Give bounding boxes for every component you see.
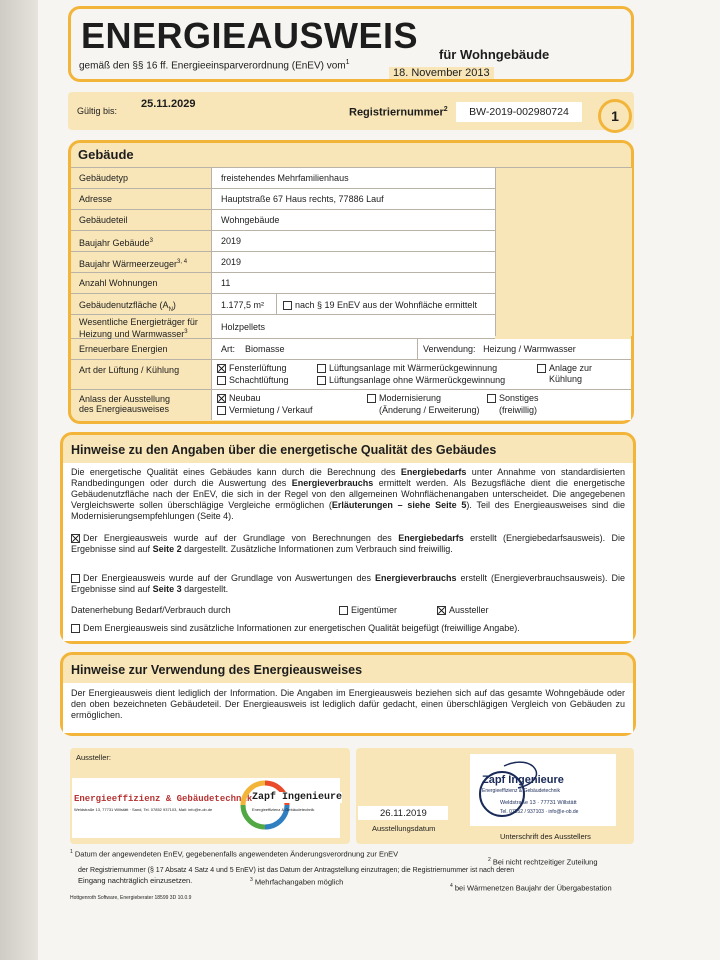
validity-bar: [68, 92, 634, 130]
notes-option-demand: Der Energieausweis wurde auf der Grundlage von Berechnungen des Energiebedarfs erstellt (Energiebedarfsausweis). Die Ergebnisse sind auf Seite 2 dargestellt. Zusätzliche Informationen zum Verbrauch sind freiwillig.: [71, 533, 625, 554]
row-label: Anlass der Ausstellung des Energieausweises: [79, 394, 171, 414]
footnote-3: $^3$ Mehrfachangaben möglich: [250, 877, 344, 887]
table-row: [71, 339, 631, 360]
regulation-date: 18. November 2013: [389, 67, 494, 79]
issue-date: 26.11.2019: [380, 808, 427, 819]
row-label: Adresse: [79, 194, 113, 204]
valid-until-date: 25.11.2029: [141, 98, 196, 110]
footnote-2-lead: $^2$ Bei nicht rechtzeitiger Zuteilung: [488, 857, 598, 867]
regulation-text: gemäß den §§ 16 ff. Energieeinsparverordnung (EnEV) vom$^1$: [79, 59, 350, 72]
reason-new-build: Neubau: [217, 393, 261, 403]
area-value: 1.177,5 m²: [221, 300, 265, 310]
table-row: [71, 252, 495, 273]
registration-number: BW-2019-002980724: [456, 102, 582, 122]
issuer-company: Energieeffizienz & Gebäudetechnik: [74, 794, 253, 804]
issuer-box: [70, 748, 350, 844]
header-box: [68, 6, 634, 82]
row-label: Erneuerbare Energien: [79, 344, 168, 354]
issuer-label: Aussteller:: [76, 753, 112, 762]
row-label: Baujahr Gebäude$^3$: [79, 238, 153, 248]
notes-option-consumption: Der Energieausweis wurde auf der Grundlage von Auswertungen des Energieverbrauchs erstellt (Energieverbrauchsausweis). Die Ergebnisse sind auf Seite 3 dargestellt.: [71, 573, 625, 594]
stamp-card: [470, 754, 616, 826]
table-row: [71, 315, 495, 339]
renewable-use: Verwendung: Heizung / Warmwasser: [423, 344, 576, 354]
signature-label: Unterschrift des Ausstellers: [500, 832, 591, 841]
row-value: freistehendes Mehrfamilienhaus: [221, 173, 349, 183]
software-note: Hottgenroth Software, Energieberater 18599 3D 10.0.9: [70, 895, 192, 901]
footnote-2: der Registriernummer (§ 17 Absatz 4 Satz 4 und 5 EnEV) ist das Datum der Antragstellung einzutragen; die Registriernummer ist nach deren: [78, 867, 515, 874]
logo-tagline: Energieeffizienz & Gebäudetechnik: [252, 807, 315, 812]
stamp-line-2: Weldstraße 13 · 77731 Willstätt: [500, 800, 577, 806]
usage-text: Der Energieausweis dient lediglich der Information. Die Angaben im Energieausweis beziehen sich auf das gesamte Wohngebäude oder den oben bezeichneten Gebäudeteil. Der Energieausweis ist lediglich dafür gedacht, einen überschlägigen Vergleich von Gebäuden zu ermöglichen.: [71, 688, 625, 720]
issue-date-label: Ausstellungsdatum: [372, 824, 436, 833]
notes-title: Hinweise zu den Angaben über die energetische Qualität des Gebäudes: [71, 443, 497, 457]
reason-rental-sale: Vermietung / Verkauf: [217, 405, 313, 415]
footnotes: [70, 848, 636, 908]
notes-extra-info: Dem Energieausweis sind zusätzliche Informationen zur energetischen Qualität beigefügt (freiwillige Angabe).: [71, 623, 520, 633]
stamp-name: Zapf Ingenieure: [482, 774, 564, 786]
page-edge: [0, 0, 38, 960]
ventilation-window: Fensterlüftung: [217, 363, 287, 373]
table-row: [71, 210, 495, 231]
issuer-card: [72, 778, 343, 838]
table-row: [71, 273, 495, 294]
table-row: [71, 189, 495, 210]
notes-paragraph: Die energetische Qualität eines Gebäudes kann durch die Berechnung des Energiebedarfs unter Annahme von standardisierten Randbedingungen oder durch die Auswertung des Energieverbrauchs ermittelt werden. Als Bezugsfläche dient die energetische Gebäudenutzfläche nach der EnEV, die sich in der Regel von den allgemeinen Wohnflächenangaben unterscheidet. Die angegebenen Vergleichswerte sollen überschlägige Vergleiche ermöglichen (Erläuterungen – siehe Seite 5). Teil des Energieausweises sind die Modernisierungsempfehlungen (Seite 4).: [71, 467, 626, 521]
row-label: Wesentliche Energieträger für Heizung und Warmwasser$^3$: [79, 317, 198, 339]
row-label: Baujahr Wärmeerzeuger$^{3, 4}$: [79, 259, 188, 269]
row-label: Gebäudeteil: [79, 215, 128, 225]
page-title: ENERGIEAUSWEIS: [81, 15, 419, 56]
building-title: Gebäude: [78, 147, 134, 162]
table-row: [71, 360, 631, 390]
row-label: Art der Lüftung / Kühlung: [79, 365, 180, 375]
row-value: Holzpellets: [221, 322, 266, 332]
cooling-option-line2: Kühlung: [549, 374, 583, 384]
valid-until-label: Gültig bis:: [77, 106, 118, 116]
table-row: [71, 231, 495, 252]
data-collection-label: Datenerhebung Bedarf/Verbrauch durch: [71, 605, 231, 615]
notes-body: [63, 463, 633, 641]
registration-label: Registriernummer$^2$: [349, 106, 448, 119]
footnote-1: $^1$ Datum der angewendeten EnEV, gegebenenfalls angewendeten Änderungsverordnung zur EnEV: [70, 849, 399, 859]
stamp-line-1: Energieeffizienz & Gebäudetechnik: [482, 788, 561, 794]
table-row: [71, 168, 495, 189]
row-label: Anzahl Wohnungen: [79, 278, 158, 288]
usage-section: [60, 652, 636, 736]
page-number-badge: 1: [598, 99, 632, 133]
row-value: Wohngebäude: [221, 215, 280, 225]
footnote-2-end: Eingang nachträglich einzusetzen.: [78, 876, 193, 885]
data-collection-issuer: Aussteller: [437, 605, 489, 615]
logo-name: Zapf Ingenieure: [252, 792, 343, 803]
row-value: 11: [221, 278, 231, 288]
row-label: Gebäudetyp: [79, 173, 129, 183]
cooling-option: Anlage zur: [537, 363, 592, 373]
renewable-type: Art: Biomasse: [221, 344, 285, 354]
ventilation-shaft: Schachtlüftung: [217, 375, 289, 385]
footnote-4: $^4$ bei Wärmenetzen Baujahr der Übergabestation: [450, 883, 612, 893]
ventilation-recovery: Lüftungsanlage mit Wärmerückgewinnung: [317, 363, 497, 373]
issuer-address: Weldstraße 13, 77731 Willstätt · Sand, Tel. 07852 937103, Mail: info@e-ob.de: [74, 807, 213, 812]
reason-modernization-line2: (Änderung / Erweiterung): [379, 405, 480, 415]
notes-section: [60, 432, 636, 644]
certificate-page: [38, 0, 720, 960]
row-value: Hauptstraße 67 Haus rechts, 77886 Lauf: [221, 194, 384, 204]
row-value: 2019: [221, 236, 242, 246]
building-section: [68, 140, 634, 424]
row-label: Gebäudenutzfläche $(A_N)$: [79, 300, 176, 313]
reason-other: Sonstiges: [487, 393, 539, 403]
data-collection-owner: Eigentümer: [339, 605, 397, 615]
ventilation-no-recovery: Lüftungsanlage ohne Wärmerückgewinnung: [317, 375, 505, 385]
reason-modernization: Modernisierung: [367, 393, 441, 403]
stamp-line-3: Tel. 07852 / 937103 · info@e-ob.de: [500, 809, 579, 815]
page-subtitle: für Wohngebäude: [439, 47, 550, 62]
logo-ring-icon: [240, 780, 290, 830]
row-value: 2019: [221, 257, 242, 267]
photo-area: [495, 168, 632, 336]
signature-box: [356, 748, 634, 844]
reason-other-line2: (freiwillig): [499, 405, 537, 415]
table-row: [71, 390, 631, 420]
area-option: nach § 19 EnEV aus der Wohnfläche ermittelt: [283, 300, 477, 310]
building-table: [71, 167, 631, 422]
usage-body: [63, 683, 633, 733]
table-row: [71, 294, 495, 315]
usage-title: Hinweise zur Verwendung des Energieausweises: [71, 663, 363, 677]
